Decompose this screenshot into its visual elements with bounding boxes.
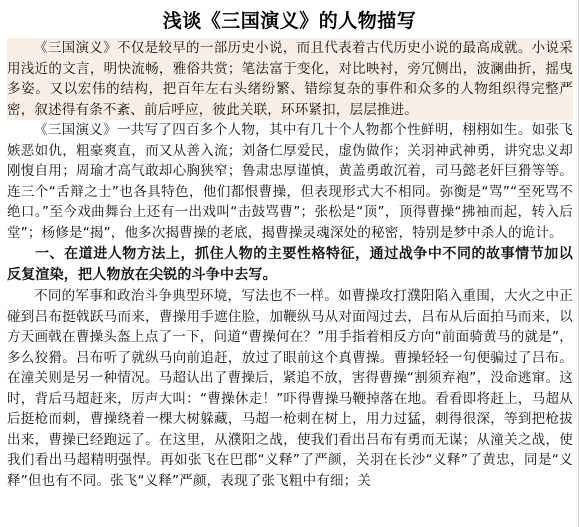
article-title: 浅谈《三国演义》的人物描写	[162, 10, 417, 32]
paragraph-battle-examples: 不同的军事和政治斗争典型环境，写法也不一样。如曹操攻打濮阳陷入重围，大火之中正碰到吕布挺戟跃马而来，曹操用手遮住脸，加鞭纵马从对面闯过去，吕布从后面拍马而来，以方天画戟在曹操头盔上点了一下，问道“曹操何在？”用手指着相反方向“前面骑黄马的就是”，多么狡猾。吕布听了就纵马向前追赶，放过了眼前这个真曹操。曹操轻轻一句便骗过了吕布。在潼关则是另一种情况。马超认出了曹操后，紧追不放，害得曹操“割须弃袍”，没命逃窜。这时，背后马超赶来，厉声大叫：“曹操休走！”吓得曹操马鞭掉落在地。看看即将赶上，马超从后挺枪而刺，曹操绕着一棵大树躲藏，马超一枪刺在树上，用力过猛，刺得很深，等到把枪拔出来，曹操已经跑远了。在这里，从濮阳之战，使我们看出吕布有勇而无谋；从潼关之战，使我们看出马超精明强悍。再如张飞在巴郡“义释”了严颜，关羽在长沙“义释”了黄忠，同是“义释”但也有不同。张飞“义释”严颜，表现了张飞粗中有细；关	[7, 288, 573, 489]
paragraph-intro[interactable]: 《三国演义》不仅是较早的一部历史小说，而且代表着古代历史小说的最高成就。小说采用浅近的文言，明快流畅，雅俗共赏；笔法富于变化，对比映衬，旁冗侧出，波澜曲折，摇曳多姿。又以宏伟的结构，把百年左右头绪纷繁、错综复杂的事件和众多的人物组织得完整严密，叙述得有条不紊、前后呼应，彼此关联，环环紧扣，层层推进。	[7, 38, 573, 120]
section-heading-1: 一、在道进人物方法上，抓住人物的主要性格特征，通过战争中不同的故事情节加以反复渲染，把人物放在尖锐的斗争中去写。	[7, 246, 573, 283]
paragraph-characters: 《三国演义》一共写了四百多个人物，其中有几十个人物都个性鲜明，栩栩如生。如张飞嫉恶如仇，粗豪爽直，而又从善入流；刘备仁厚爱民，虚伪做作；关羽神武神勇，讲究忠义却刚愎自用；周瑜才高气敢却心胸狭窄；鲁肃忠厚谨慎，黄盖勇敢沉着，司马懿老奸巨猾等等。连三个“舌辩之士”也各具特色，他们都恨曹操，但表现形式大不相同。弥衡是“骂”“至死骂不绝口。”至今戏曲舞台上还有一出戏叫“击鼓骂曹”；张松是“顶”，顶得曹操“拂袖而起，转入后堂”；杨修是“揭”，他多次揭曹操的老底，揭曹操灵魂深处的秘密，特别是梦中杀人的诡计。	[7, 122, 573, 241]
article-body	[7, 38, 573, 491]
